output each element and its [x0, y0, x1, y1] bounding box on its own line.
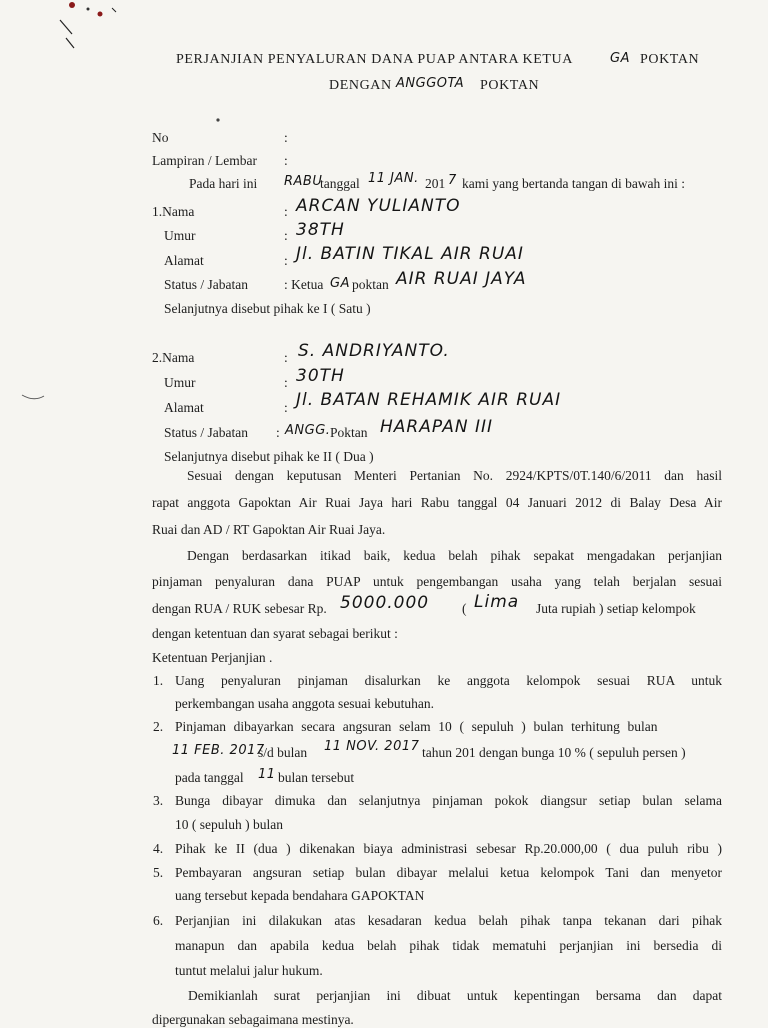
title-line1-text: PERJANJIAN PENYALURAN DANA PUAP ANTARA KETUA [176, 52, 573, 67]
item1-number: 1. [153, 673, 164, 688]
lampiran-colon: : [284, 153, 288, 168]
title-line2-text: DENGAN [329, 78, 392, 93]
party2-umur-handwriting: 30TH [296, 366, 345, 386]
paragraph2-line3a: dengan RUA / RUK sebesar Rp. [152, 601, 327, 616]
party2-nama-label: 2.Nama [152, 350, 195, 365]
item5-number: 5. [153, 865, 164, 880]
item4-number: 4. [153, 841, 164, 856]
party2-umur-colon: : [284, 375, 288, 390]
paragraph1-line3: Ruai dan AD / RT Gapoktan Air Ruai Jaya. [152, 522, 386, 537]
opening-tanggal-handwriting: 11 JAN. [368, 171, 419, 186]
item1-line2: perkembangan usaha anggota sesuai kebutuhan. [175, 696, 435, 711]
item6-line3: tuntut melalui jalur hukum. [175, 963, 323, 978]
item6-number: 6. [153, 913, 164, 928]
party2-alamat-label: Alamat [164, 400, 204, 415]
opening-text-d: kami yang bertanda tangan di bawah ini : [462, 176, 686, 191]
paragraph2-line3c: Juta rupiah ) setiap kelompok [536, 601, 696, 616]
item5-line1: Pembayaran angsuran setiap bulan dibayar melalui ketua kelompok Tani dan menyetor [175, 865, 722, 880]
party1-status-text-a: : Ketua [284, 277, 324, 292]
item6-line1: Perjanjian ini dilakukan atas kesadaran kedua belah pihak tanpa tekanan dari pihak [175, 913, 722, 928]
closing-line1: Demikianlah surat perjanjian ini dibuat untuk kepentingan bersama dan dapat [188, 988, 722, 1003]
lampiran-label: Lampiran / Lembar [152, 153, 257, 168]
paragraph2-amount-handwriting: 5000.000 [340, 593, 430, 613]
item2-day-handwriting: 11 [258, 767, 276, 782]
party1-status-handwriting1: GA [330, 276, 350, 291]
party1-nama-colon: : [284, 204, 288, 219]
item3-line2: 10 ( sepuluh ) bulan [175, 817, 283, 832]
party1-alamat-handwriting: Jl. BATIN TIKAL AIR RUAI [296, 244, 524, 264]
party2-status-text: Poktan [330, 425, 368, 440]
party1-status-handwriting2: AIR RUAI JAYA [396, 269, 527, 289]
party2-status-handwriting2: HARAPAN III [380, 417, 494, 437]
paragraph2-line3b: ( [462, 601, 467, 616]
party1-umur-handwriting: 38TH [296, 220, 345, 240]
opening-text-c: 201 [425, 176, 446, 191]
item2-line2a: s/d bulan [258, 745, 308, 760]
party2-alamat-handwriting: Jl. BATAN REHAMIK AIR RUAI [296, 390, 562, 410]
party1-note: Selanjutnya disebut pihak ke I ( Satu ) [164, 301, 371, 316]
paragraph1-line2: rapat anggota Gapoktan Air Ruai Jaya hari Rabu tanggal 04 Januari 2012 di Balay Desa Air [152, 495, 722, 510]
party2-nama-handwriting: S. ANDRIYANTO. [298, 341, 450, 361]
title-line2-end: POKTAN [480, 78, 540, 93]
item2-line3b: bulan tersebut [278, 770, 355, 785]
party1-nama-label: 1.Nama [152, 204, 195, 219]
party1-umur-label: Umur [164, 228, 196, 243]
item5-line2: uang tersebut kepada bendahara GAPOKTAN [175, 888, 425, 903]
paragraph2-line4: dengan ketentuan dan syarat sebagai berikut : [152, 626, 398, 641]
paragraph2-line2: pinjaman penyaluran dana PUAP untuk pengembangan usaha yang telah berjalan sesuai [152, 574, 722, 589]
closing-line2: dipergunakan sebagaimana mestinya. [152, 1012, 354, 1027]
party1-alamat-label: Alamat [164, 253, 204, 268]
title-line1-end: POKTAN [640, 52, 700, 67]
ketentuan-heading: Ketentuan Perjanjian . [152, 650, 273, 665]
item2-line1: Pinjaman dibayarkan secara angsuran selam 10 ( sepuluh ) bulan terhitung bulan [175, 719, 658, 734]
item2-line2b: tahun 201 dengan bunga 10 % ( sepuluh persen ) [422, 745, 686, 760]
party1-umur-colon: : [284, 228, 288, 243]
title-line2-handwriting: ANGGOTA [396, 76, 465, 91]
no-colon: : [284, 130, 288, 145]
party1-alamat-colon: : [284, 253, 288, 268]
item3-line1: Bunga dibayar dimuka dan selanjutnya pinjaman pokok diangsur setiap bulan selama [175, 793, 722, 808]
item2-end-date-handwriting: 11 NOV. 2017 [324, 739, 420, 754]
title-line1-handwriting: GA [610, 51, 630, 66]
party2-note: Selanjutnya disebut pihak ke II ( Dua ) [164, 449, 374, 464]
item2-number: 2. [153, 719, 164, 734]
party2-nama-colon: : [284, 350, 288, 365]
opening-hari-handwriting: RABU [284, 174, 323, 189]
paragraph2-line1: Dengan berdasarkan itikad baik, kedua belah pihak sepakat mengadakan perjanjian [187, 548, 722, 563]
party1-status-label: Status / Jabatan [164, 277, 248, 292]
party1-status-text-b: poktan [352, 277, 389, 292]
party1-nama-handwriting: ARCAN YULIANTO [296, 196, 461, 216]
opening-text-b: tanggal [320, 176, 360, 191]
no-label: No [152, 130, 169, 145]
item3-number: 3. [153, 793, 164, 808]
paragraph2-words-handwriting: Lima [474, 592, 520, 612]
paragraph1-line1: Sesuai dengan keputusan Menteri Pertanian No. 2924/KPTS/0T.140/6/2011 dan hasil [187, 468, 722, 483]
party2-status-label: Status / Jabatan [164, 425, 248, 440]
party2-status-handwriting1: ANGG. [285, 423, 331, 438]
opening-text-a: Pada hari ini [189, 176, 258, 191]
item6-line2: manapun dan apabila kedua belah pihak tidak mematuhi perjanjian ini bersedia di [175, 938, 722, 953]
opening-year-handwriting: 7 [448, 173, 457, 188]
item4-line1: Pihak ke II (dua ) dikenakan biaya administrasi sebesar Rp.20.000,00 ( dua puluh ribu ) [175, 841, 722, 856]
item2-start-date-handwriting: 11 FEB. 2017 [172, 743, 265, 758]
party2-umur-label: Umur [164, 375, 196, 390]
item2-line3a: pada tanggal [175, 770, 244, 785]
party2-alamat-colon: : [284, 400, 288, 415]
item1-line1: Uang penyaluran pinjaman disalurkan ke anggota kelompok sesuai RUA untuk [175, 673, 722, 688]
party2-status-colon: : [276, 425, 280, 440]
